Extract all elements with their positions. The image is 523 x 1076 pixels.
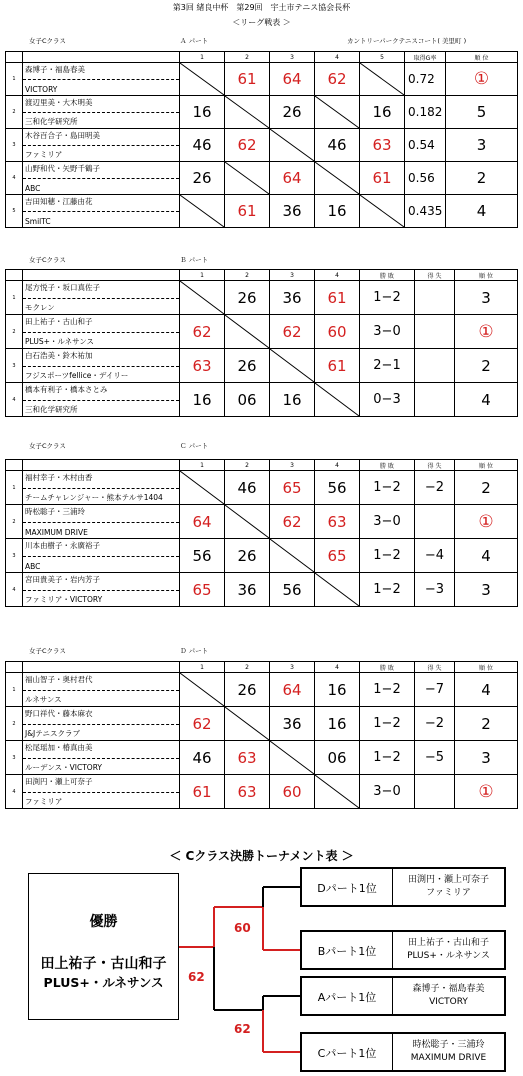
game-diff: −5 — [415, 741, 455, 775]
header-cell: 得 失 — [415, 662, 455, 673]
player-names: 宮田貴美子・岩内芳子 — [25, 575, 100, 584]
score-cell: 36 — [270, 195, 315, 228]
score-cell: 16 — [315, 195, 360, 228]
score-cell: 46 — [315, 129, 360, 162]
player-number: 2 — [6, 505, 23, 539]
entry-names: 田上祐子・古山和子 — [407, 938, 489, 948]
rank-cell: 2 — [455, 349, 518, 383]
player-number: 1 — [6, 63, 23, 96]
score-cell: 65 — [180, 573, 225, 607]
part-label: Ｂ パート — [180, 256, 209, 264]
header-cell: 3 — [270, 662, 315, 673]
bracket-entry — [300, 867, 506, 907]
rank-cell: 4 — [455, 539, 518, 573]
game-ratio: 0.72 — [405, 63, 446, 96]
header-cell: 順 位 — [455, 662, 518, 673]
player-names: 山野和代・矢野千鶴子 — [25, 164, 100, 173]
rank-cell: ① — [455, 775, 518, 809]
entry-team: MAXIMUM DRIVE — [410, 1053, 487, 1063]
player-team: 三和化学研究所 — [25, 405, 78, 414]
header-cell: 4 — [315, 52, 360, 63]
score-cell: 26 — [225, 539, 270, 573]
player-names: 福山智子・奥村君代 — [25, 675, 93, 684]
entry-names: 森博子・福島春美 — [412, 984, 485, 994]
win-loss: 1−2 — [360, 741, 415, 775]
score-cell: 63 — [180, 349, 225, 383]
rank-cell: 2 — [455, 471, 518, 505]
entry-part: Cパート1位 — [302, 1034, 393, 1070]
win-loss: 3−0 — [360, 315, 415, 349]
score-cell: 26 — [270, 96, 315, 129]
header-cell: 1 — [180, 270, 225, 281]
rank-cell: 5 — [446, 96, 518, 129]
score-cell: 26 — [225, 349, 270, 383]
score-cell: 65 — [270, 471, 315, 505]
game-diff: −4 — [415, 539, 455, 573]
score-cell: 61 — [225, 63, 270, 96]
player-names: 渡辺里美・大木明美 — [25, 98, 93, 107]
entry-team: VICTORY — [429, 997, 468, 1007]
player-number: 4 — [6, 383, 23, 417]
score-cell: 26 — [225, 673, 270, 707]
player-team: ファミリア — [25, 797, 63, 806]
win-loss: 3−0 — [360, 505, 415, 539]
score-cell: 65 — [315, 539, 360, 573]
score-cell: 16 — [180, 96, 225, 129]
score-cell: 63 — [360, 129, 405, 162]
player-team: チームチャレンジャー・熊本テルサ1404 — [25, 493, 163, 502]
rank-cell: 4 — [446, 195, 518, 228]
player-names: 橋本有利子・橋本さとみ — [25, 385, 108, 394]
win-loss: 1−2 — [360, 471, 415, 505]
page-subtitle: ＜リーグ戦表 ＞ — [232, 18, 291, 27]
header-cell: 2 — [225, 460, 270, 471]
player-names: 松尾瑶加・椿真由美 — [25, 743, 93, 752]
player-names: 吉田知穂・江藤由花 — [25, 197, 93, 206]
player-number: 4 — [6, 775, 23, 809]
rank-cell: 2 — [446, 162, 518, 195]
player-number: 1 — [6, 281, 23, 315]
semi-bottom-score: 62 — [234, 1022, 251, 1036]
score-cell: 62 — [270, 505, 315, 539]
score-cell: 64 — [270, 673, 315, 707]
score-cell: 60 — [270, 775, 315, 809]
player-number: 3 — [6, 129, 23, 162]
win-loss: 1−2 — [360, 539, 415, 573]
player-team: モクレン — [25, 303, 55, 312]
game-ratio: 0.435 — [405, 195, 446, 228]
player-team: ルネサンス — [25, 695, 62, 704]
header-cell: 3 — [270, 52, 315, 63]
score-cell: 64 — [270, 162, 315, 195]
score-cell: 26 — [225, 281, 270, 315]
score-cell: 61 — [315, 349, 360, 383]
win-loss: 0−3 — [360, 383, 415, 417]
tournament-title: ＜ Cクラス決勝トーナメント表 ＞ — [169, 849, 354, 863]
rank-cell: 3 — [446, 129, 518, 162]
player-number: 3 — [6, 741, 23, 775]
header-cell: 1 — [180, 460, 225, 471]
score-cell: 26 — [180, 162, 225, 195]
player-names: 田渕円・瀬上可奈子 — [25, 777, 93, 786]
header-cell: 勝 敗 — [360, 662, 415, 673]
win-loss: 1−2 — [360, 573, 415, 607]
player-team: フジスポーツfellice・デイリー — [25, 371, 129, 380]
header-cell: 4 — [315, 460, 360, 471]
part-label: Ｃ パート — [180, 442, 209, 450]
header-cell: 順 位 — [446, 52, 518, 63]
player-names: 尾方悦子・坂口真佐子 — [25, 283, 100, 292]
player-team: 三和化学研究所 — [25, 117, 78, 126]
score-cell: 56 — [315, 471, 360, 505]
score-cell: 46 — [180, 741, 225, 775]
score-cell: 16 — [360, 96, 405, 129]
header-cell: 3 — [270, 460, 315, 471]
score-cell: 64 — [180, 505, 225, 539]
header-cell: 取得G率 — [405, 52, 446, 63]
win-loss: 1−2 — [360, 673, 415, 707]
player-number: 2 — [6, 96, 23, 129]
player-names: 時松聡子・三浦玲 — [25, 507, 85, 516]
entry-team: PLUS+・ルネサンス — [407, 951, 490, 961]
win-loss: 2−1 — [360, 349, 415, 383]
score-cell: 36 — [225, 573, 270, 607]
rank-cell: ① — [446, 63, 518, 96]
header-cell: 4 — [315, 662, 360, 673]
class-label: 女子Cクラス — [29, 442, 66, 450]
game-diff: −7 — [415, 673, 455, 707]
game-ratio: 0.56 — [405, 162, 446, 195]
rank-cell: 3 — [455, 573, 518, 607]
player-names: 野口祥代・藤本麻衣 — [25, 709, 93, 718]
player-number: 3 — [6, 349, 23, 383]
rank-cell: 2 — [455, 707, 518, 741]
player-names: 白石浩美・鈴木祐加 — [25, 351, 93, 360]
rank-cell: 4 — [455, 673, 518, 707]
rank-cell: ① — [455, 505, 518, 539]
score-cell: 16 — [270, 383, 315, 417]
score-cell: 62 — [315, 63, 360, 96]
part-label: Ｄ パート — [180, 647, 209, 655]
header-cell: 順 位 — [455, 270, 518, 281]
game-diff: −3 — [415, 573, 455, 607]
player-names: 森博子・福島春美 — [25, 65, 85, 74]
score-cell: 61 — [315, 281, 360, 315]
player-team: ファミリア・VICTORY — [25, 595, 103, 604]
player-number: 2 — [6, 315, 23, 349]
score-cell: 56 — [180, 539, 225, 573]
rank-cell: 3 — [455, 741, 518, 775]
entry-team: ファミリア — [426, 888, 471, 898]
header-cell: 得 失 — [415, 460, 455, 471]
entry-part: Bパート1位 — [302, 932, 393, 968]
venue-label: カントリーパークテニスコート( 美里町 ) — [347, 37, 467, 45]
score-cell: 06 — [225, 383, 270, 417]
final-score: 62 — [188, 970, 205, 984]
win-loss: 1−2 — [360, 281, 415, 315]
page-title: 第3回 緒良中杯 第29回 宇土市テニス協会長杯 — [172, 3, 351, 12]
header-cell: 2 — [225, 270, 270, 281]
header-cell: 順 位 — [455, 460, 518, 471]
player-number: 5 — [6, 195, 23, 228]
score-cell: 64 — [270, 63, 315, 96]
score-cell: 62 — [270, 315, 315, 349]
class-label: 女子Cクラス — [29, 647, 66, 655]
rank-cell: ① — [455, 315, 518, 349]
score-cell: 06 — [315, 741, 360, 775]
player-number: 1 — [6, 471, 23, 505]
header-cell: 4 — [315, 270, 360, 281]
score-cell: 46 — [225, 471, 270, 505]
score-cell: 63 — [225, 741, 270, 775]
player-number: 2 — [6, 707, 23, 741]
score-cell: 62 — [180, 707, 225, 741]
player-names: 福村幸子・木村由香 — [25, 473, 93, 482]
player-number: 1 — [6, 673, 23, 707]
header-cell: 5 — [360, 52, 405, 63]
class-label: 女子Cクラス — [29, 256, 66, 264]
score-cell: 16 — [180, 383, 225, 417]
game-ratio: 0.182 — [405, 96, 446, 129]
player-team: ルーデンス・VICTORY — [25, 763, 103, 772]
champion-team: PLUS+・ルネサンス — [43, 975, 164, 990]
win-loss: 1−2 — [360, 707, 415, 741]
player-number: 3 — [6, 539, 23, 573]
player-team: ABC — [25, 562, 41, 571]
rank-cell: 4 — [455, 383, 518, 417]
class-label: 女子Cクラス — [29, 37, 66, 45]
bracket-entry — [300, 976, 506, 1016]
win-loss: 3−0 — [360, 775, 415, 809]
header-cell: 2 — [225, 52, 270, 63]
score-cell: 61 — [180, 775, 225, 809]
player-number: 4 — [6, 162, 23, 195]
entry-part: Aパート1位 — [302, 978, 393, 1014]
bracket-entry — [300, 1032, 506, 1072]
entry-names: 田渕円・瀬上可奈子 — [407, 875, 489, 885]
score-cell: 16 — [315, 707, 360, 741]
player-team: ABC — [25, 184, 41, 193]
score-cell: 61 — [360, 162, 405, 195]
player-team: SmilTC — [25, 217, 51, 226]
player-number: 4 — [6, 573, 23, 607]
player-team: VICTORY — [25, 85, 58, 94]
score-cell: 61 — [225, 195, 270, 228]
semi-top-score: 60 — [234, 921, 251, 935]
entry-part: Dパート1位 — [302, 869, 393, 905]
player-names: 木谷百合子・島田明美 — [25, 131, 100, 140]
game-diff: −2 — [415, 471, 455, 505]
champion-names: 田上祐子・古山和子 — [40, 956, 167, 972]
header-cell: 勝 敗 — [360, 460, 415, 471]
rank-cell: 3 — [455, 281, 518, 315]
score-cell: 56 — [270, 573, 315, 607]
header-cell: 1 — [180, 52, 225, 63]
player-team: MAXIMUM DRIVE — [25, 528, 88, 537]
score-cell: 63 — [225, 775, 270, 809]
score-cell: 46 — [180, 129, 225, 162]
player-team: ファミリア — [25, 150, 63, 159]
entry-names: 時松聡子・三浦玲 — [412, 1040, 485, 1050]
score-cell: 16 — [315, 673, 360, 707]
score-cell: 36 — [270, 281, 315, 315]
bracket-entry — [300, 930, 506, 970]
score-cell: 36 — [270, 707, 315, 741]
header-cell: 得 失 — [415, 270, 455, 281]
game-ratio: 0.54 — [405, 129, 446, 162]
score-cell: 62 — [180, 315, 225, 349]
header-cell: 1 — [180, 662, 225, 673]
player-names: 田上祐子・古山和子 — [25, 317, 93, 326]
player-team: PLUS+・ルネサンス — [25, 337, 95, 346]
part-label: Ａ パート — [180, 37, 209, 45]
score-cell: 60 — [315, 315, 360, 349]
champion-label: 優勝 — [89, 914, 118, 930]
player-names: 川本由樹子・永廣裕子 — [25, 541, 100, 550]
score-cell: 62 — [225, 129, 270, 162]
game-diff: −2 — [415, 707, 455, 741]
header-cell: 3 — [270, 270, 315, 281]
header-cell: 勝 敗 — [360, 270, 415, 281]
header-cell: 2 — [225, 662, 270, 673]
score-cell: 63 — [315, 505, 360, 539]
player-team: J&Jテニスクラブ — [25, 729, 80, 738]
